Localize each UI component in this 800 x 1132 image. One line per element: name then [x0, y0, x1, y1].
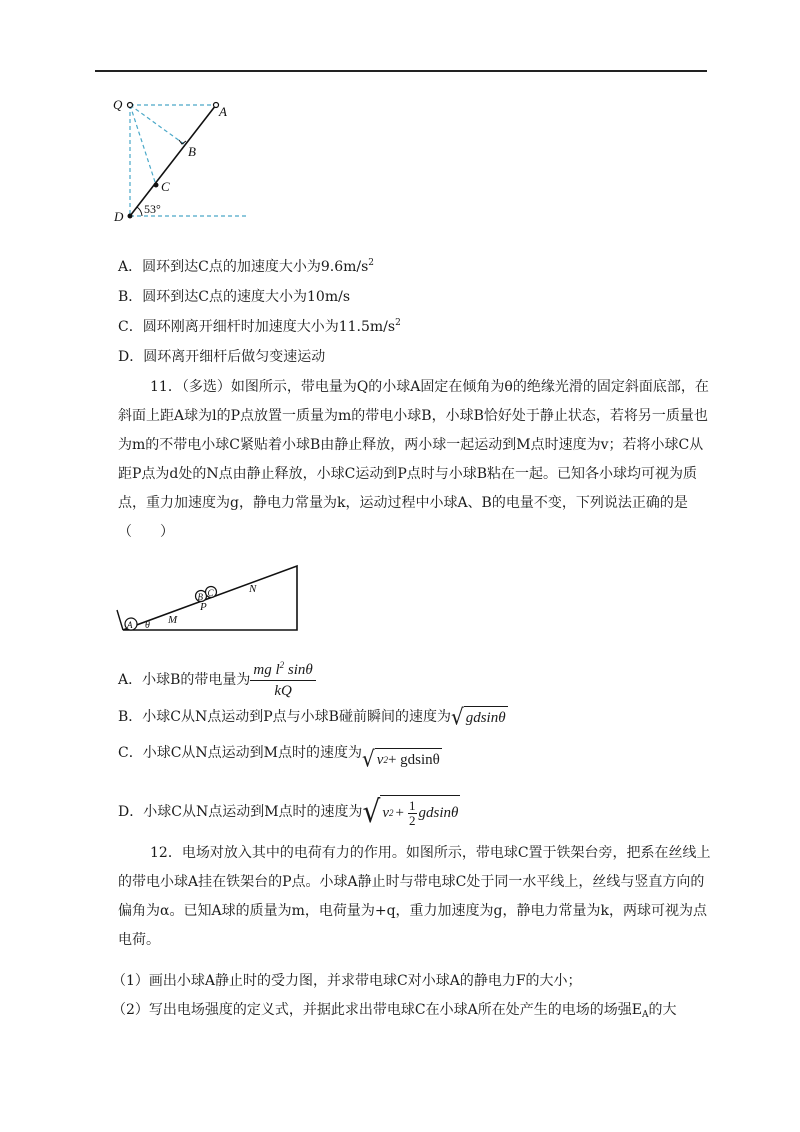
- point-d: [128, 214, 133, 219]
- incline-diagram: [113, 562, 303, 634]
- rod-line: [130, 105, 216, 216]
- label-ball-b: B: [197, 592, 203, 602]
- q12-sub2: （2）写出电场强度的定义式，并据此求出带电球C在小球A所在处产生的电场的场强$E_A$的大: [112, 1002, 677, 1020]
- right-angle-mark: [179, 140, 186, 144]
- rod-diagram: [108, 92, 258, 227]
- sqrt-expression-d: √ v 2 + $\frac{1}{2}$ gdsinθ: [362, 793, 459, 830]
- q11-stem: 11．（多选）如图所示，带电量为Q的小球A固定在倾角为θ的绝缘光滑的固定斜面底部，在斜面上距A球为l的P点放置一质量为m的带电小球B，小球B恰好处于静止状态，若将另一质量也为m的不带电小球C紧贴着小球B由静止释放，两小球一起运动到M点时速度为v；若将小球C从距P点为d处的N点由静止释放，小球C运动到P点时与小球B粘在一起。已知各小球均可视为质点，重力加速度为g，静电力常量为k，运动过程中小球A、B的电量不变，下列说法正确的是（ ）: [118, 379, 709, 540]
- label-ball-a: A: [127, 620, 133, 630]
- label-a: A: [219, 104, 227, 119]
- q10-option-c: C．圆环刚离开细杆时加速度大小为$11.5m/s^2$: [118, 318, 401, 335]
- charge-fraction: $\frac{mg l^2 \sin\theta}{kQ}$: [250, 661, 315, 700]
- point-q: [128, 103, 133, 108]
- q11-option-b: B． 小球C从N点运动到P点与小球B碰前瞬间的速度为 √ gdsinθ: [118, 703, 506, 731]
- q10-option-d: D．圆环离开细杆后做匀变速运动: [118, 349, 326, 365]
- angle-label: 53°: [144, 202, 161, 216]
- angle-arc: [137, 207, 142, 216]
- point-a: [214, 103, 219, 108]
- label-theta: θ: [145, 620, 150, 631]
- q10-option-b: B．圆环到达C点的速度大小为10m/s: [118, 289, 350, 305]
- label-m: M: [168, 614, 178, 626]
- label-q: Q: [113, 97, 123, 112]
- q12-sub1: （1）画出小球A静止时的受力图，并求带电球C对小球A的静电力F的大小；: [112, 973, 582, 989]
- q10-option-a: A．圆环到达C点的加速度大小为$9.6m/s^2$: [118, 258, 375, 275]
- point-c: [154, 183, 159, 188]
- header-rule: [95, 70, 707, 72]
- label-c: C: [161, 179, 170, 194]
- label-n: N: [249, 583, 257, 595]
- q11-option-d: D． 小球C从N点运动到M点时的速度为 √ v 2 + $\frac{1}{2}$ gdsinθ: [118, 793, 459, 830]
- q11-option-a: A． 小球B的带电量为 $\frac{mg l^2 \sin\theta}{kQ}$: [118, 660, 316, 700]
- sqrt-expression-c: √ v 2 + gdsinθ: [362, 745, 440, 773]
- label-ball-c: C: [207, 588, 214, 598]
- q12-stem: 12．电场对放入其中的电荷有力的作用。如图所示，带电球C置于铁架台旁，把系在丝线上的带电小球A挂在铁架台的P点。小球A静止时与带电球C处于同一水平线上，丝线与竖直方向的偏角为α。已知A球的质量为m，电荷量为+q，重力加速度为g，静电力常量为k，两球可视为点电荷。: [118, 845, 711, 948]
- q11-option-c: C． 小球C从N点运动到M点时的速度为 √ v 2 + gdsinθ: [118, 745, 440, 773]
- dashed-guides: [130, 105, 248, 216]
- left-wall: [117, 610, 123, 630]
- label-p: P: [200, 601, 207, 613]
- sqrt-expression-b: √ gdsinθ: [450, 703, 506, 731]
- label-d: D: [114, 209, 124, 224]
- label-b: B: [188, 144, 196, 159]
